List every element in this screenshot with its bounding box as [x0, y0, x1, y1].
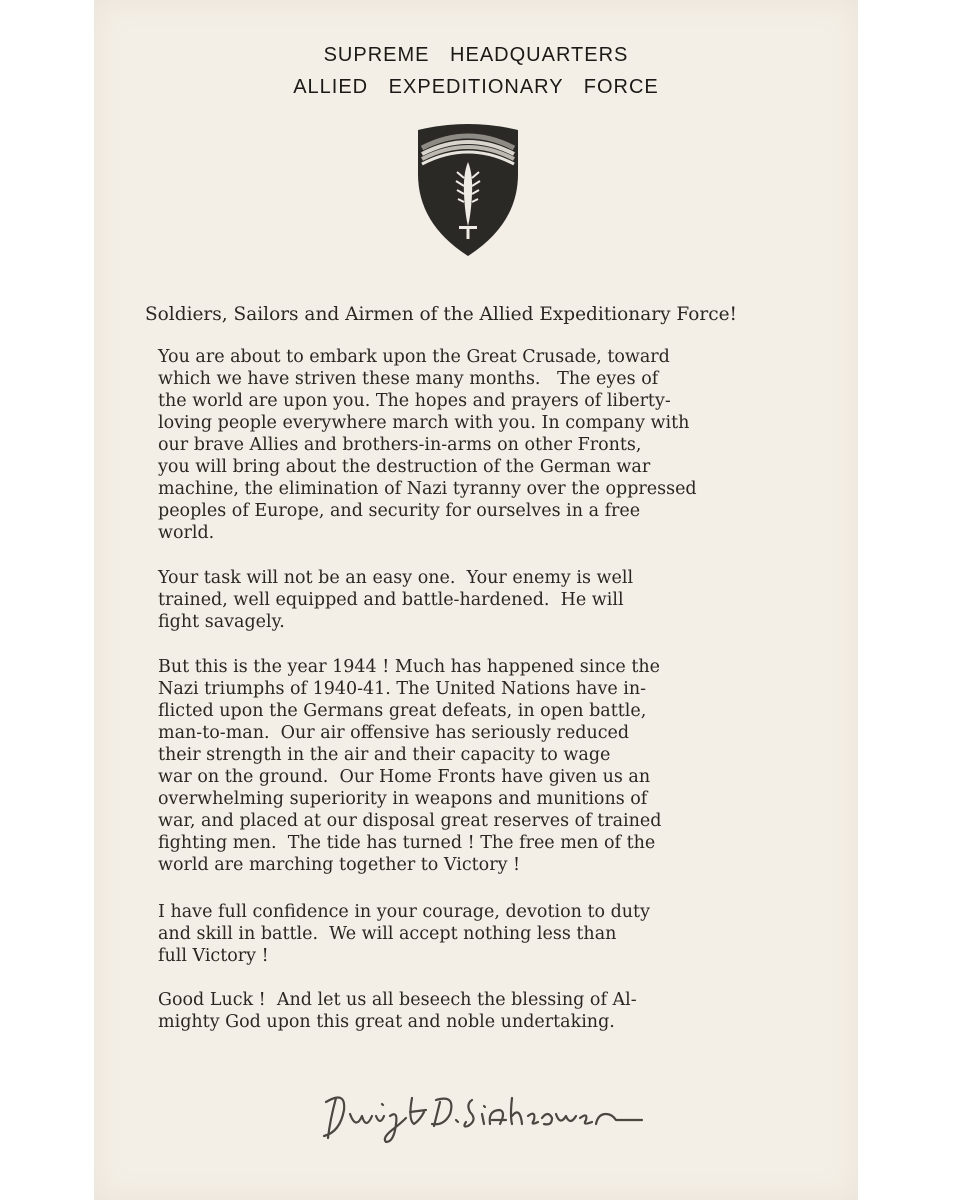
document-page [94, 0, 858, 1200]
text-line: our brave Allies and brothers-in-arms on other Fronts, [158, 435, 642, 455]
text-line: trained, well equipped and battle-hardened. He will [158, 590, 624, 610]
text-line: their strength in the air and their capacity to wage [158, 745, 611, 765]
text-line: which we have striven these many months. The eyes of [158, 369, 659, 389]
text-line: peoples of Europe, and security for ourselves in a free [158, 501, 641, 521]
salutation: Soldiers, Sailors and Airmen of the Allied Expeditionary Force! [145, 304, 737, 325]
text-line: world are marching together to Victory ! [158, 855, 521, 875]
paragraph-4 [158, 901, 758, 967]
text-line: But this is the year 1944 ! Much has happened since the [158, 657, 660, 677]
text-line: fighting men. The tide has turned ! The free men of the [158, 833, 656, 853]
text-line: the world are upon you. The hopes and prayers of liberty- [158, 391, 671, 411]
paragraph-3 [158, 656, 758, 876]
flaming-sword-icon [456, 162, 480, 239]
header-line-1: SUPREME HEADQUARTERS [323, 44, 629, 66]
text-line: world. [158, 523, 215, 543]
text-line: war, and placed at our disposal great reserves of trained [158, 811, 662, 831]
text-line: overwhelming superiority in weapons and munitions of [158, 789, 648, 809]
text-line: I have full confidence in your courage, devotion to duty [158, 902, 650, 922]
text-line: and skill in battle. We will accept nothing less than [158, 924, 617, 944]
header-line-2: ALLIED EXPEDITIONARY FORCE [293, 76, 659, 98]
text-line: Nazi triumphs of 1940-41. The United Nations have in- [158, 679, 647, 699]
text-line: loving people everywhere march with you. In company with [158, 413, 690, 433]
paragraph-5 [158, 989, 758, 1033]
text-line: flicted upon the Germans great defeats, in open battle, [158, 701, 647, 721]
text-line: war on the ground. Our Home Fronts have given us an [158, 767, 651, 787]
text-line: Your task will not be an easy one. Your enemy is well [158, 568, 634, 588]
text-line: fight savagely. [158, 612, 285, 632]
text-line: you will bring about the destruction of the German war [158, 457, 651, 477]
text-line: You are about to embark upon the Great Crusade, toward [158, 347, 670, 367]
text-line: full Victory ! [158, 946, 269, 966]
text-line: mighty God upon this great and noble undertaking. [158, 1012, 615, 1032]
text-line: man-to-man. Our air offensive has seriously reduced [158, 723, 630, 743]
paragraph-1 [158, 346, 758, 544]
paragraph-2 [158, 567, 758, 633]
shaef-insignia-icon [416, 122, 520, 258]
text-line: Good Luck ! And let us all beseech the blessing of Al- [158, 990, 637, 1010]
handwritten-signature [316, 1080, 656, 1150]
text-line: machine, the elimination of Nazi tyranny over the oppressed [158, 479, 697, 499]
